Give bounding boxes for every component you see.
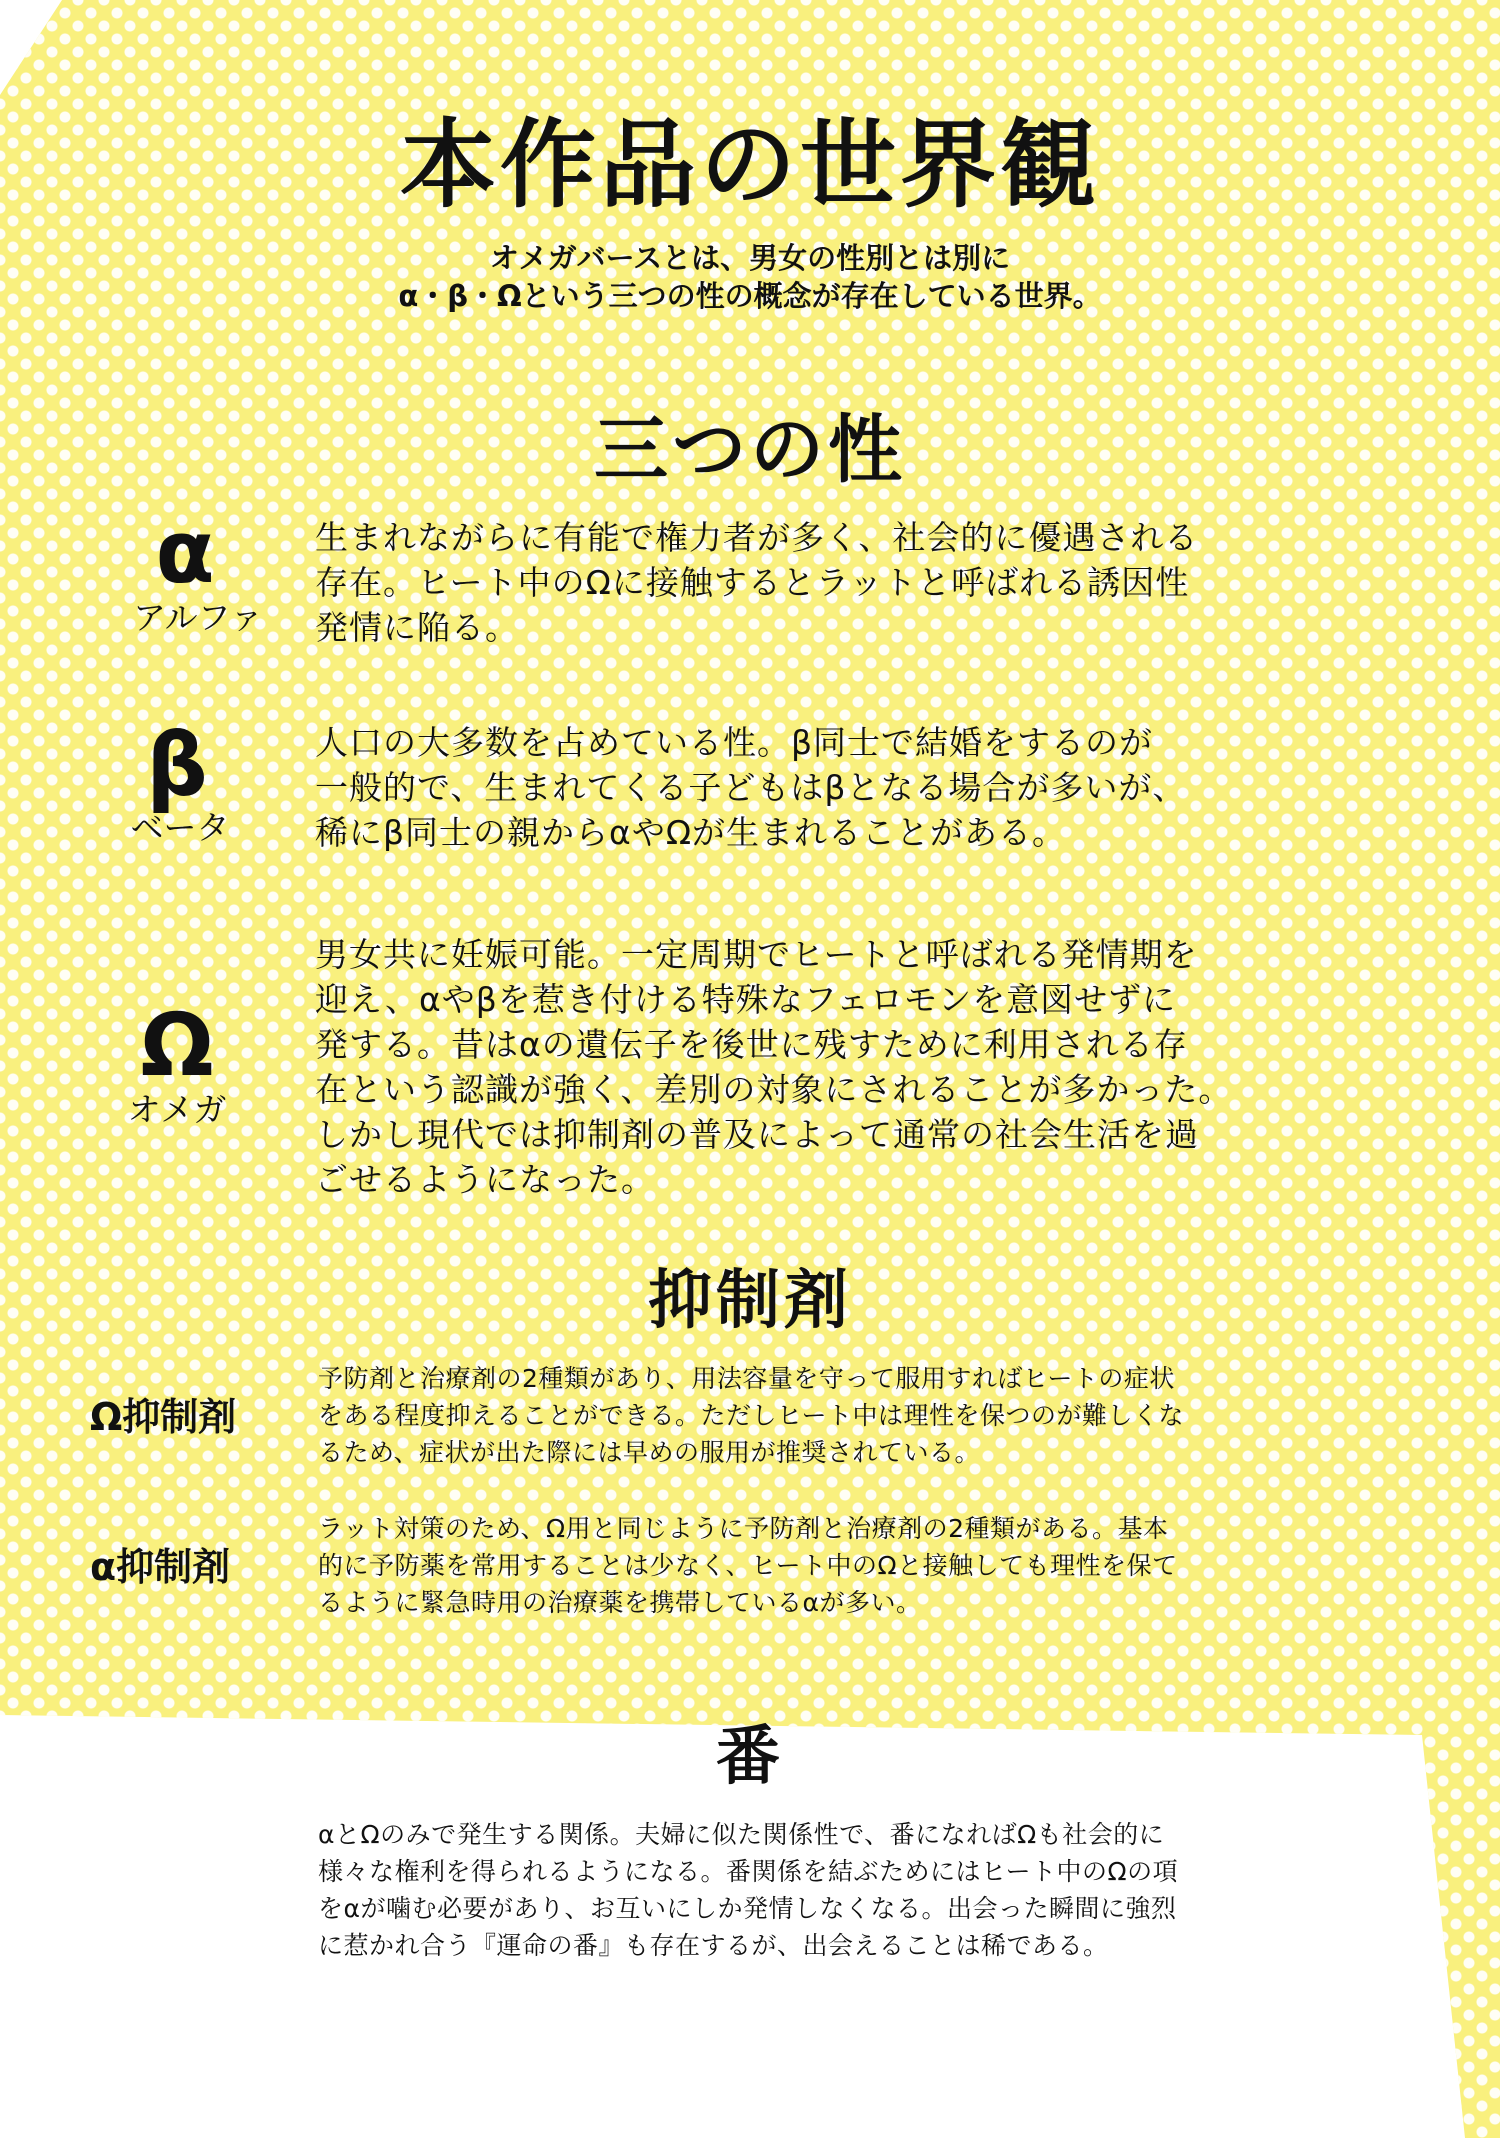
omega-supp-line: をある程度抑えることができる。ただしヒート中は理性を保つのが難しくな (318, 1401, 1185, 1430)
omega-reading: オメガ (127, 1090, 227, 1129)
alpha-desc-line: 生まれながらに有能で権力者が多く、社会的に優遇される (315, 518, 1199, 557)
alpha-suppressant-description (318, 1510, 1178, 1621)
bond-line: αとΩのみで発生する関係。夫婦に似た関係性で、番になればΩも社会的に (318, 1820, 1165, 1849)
page-title: 本作品の世界観 (400, 109, 1100, 221)
alpha-supp-line: 的に予防薬を常用することは少なく、ヒート中のΩと接触しても理性を保て (318, 1551, 1178, 1580)
omega-desc-line: 発する。昔はαの遺伝子を後世に残すために利用される存 (315, 1025, 1188, 1064)
alpha-description (315, 515, 1198, 650)
beta-desc-line: 人口の大多数を占めている性。β同士で結婚をするのが (315, 723, 1154, 762)
beta-description (315, 720, 1186, 855)
alpha-supp-line: るように緊急時用の治療薬を携帯しているαが多い。 (318, 1588, 922, 1617)
alpha-symbol: α (155, 503, 215, 603)
alpha-desc-line: 存在。ヒート中のΩに接触するとラットと呼ばれる誘因性 (315, 563, 1190, 602)
omega-suppressant-label: Ω抑制剤 (90, 1395, 237, 1439)
beta-reading: ベータ (130, 808, 230, 847)
beta-desc-line: 稀にβ同士の親からαやΩが生まれることがある。 (315, 813, 1067, 852)
alpha-desc-line: 発情に陥る。 (315, 608, 519, 647)
intro-line-2: α・β・Ωという三つの性の概念が存在している世界。 (398, 279, 1102, 313)
omega-desc-line: ごせるようになった。 (315, 1160, 655, 1199)
alpha-suppressant-label: α抑制剤 (90, 1545, 231, 1589)
omega-supp-line: るため、症状が出た際には早めの服用が推奨されている。 (318, 1438, 981, 1467)
bond-description (318, 1816, 1178, 1964)
section-heading-three-genders: 三つの性 (594, 407, 906, 493)
beta-desc-line: 一般的で、生まれてくる子どもはβとなる場合が多いが、 (315, 768, 1187, 807)
section-heading-suppressants: 抑制剤 (648, 1264, 852, 1338)
beta-symbol: β (146, 716, 208, 816)
alpha-supp-line: ラット対策のため、Ω用と同じように予防剤と治療剤の2種類がある。基本 (318, 1514, 1169, 1543)
omega-supp-line: 予防剤と治療剤の2種類があり、用法容量を守って服用すればヒートの症状 (318, 1364, 1175, 1393)
omega-desc-line: 迎え、αやβを惹き付ける特殊なフェロモンを意図せずに (315, 980, 1177, 1019)
bond-line: 様々な権利を得られるようになる。番関係を結ぶためにはヒート中のΩの項 (318, 1857, 1179, 1886)
omega-symbol: Ω (140, 996, 214, 1096)
omega-desc-line: 在という認識が強く、差別の対象にされることが多かった。 (315, 1070, 1233, 1109)
omega-suppressant-description (318, 1360, 1184, 1471)
omega-description (315, 932, 1232, 1202)
omega-desc-line: しかし現代では抑制剤の普及によって通常の社会生活を過 (315, 1115, 1199, 1154)
intro-line-1: オメガバースとは、男女の性別とは別に (489, 241, 1011, 275)
omega-desc-line: 男女共に妊娠可能。一定周期でヒートと呼ばれる発情期を (315, 935, 1198, 974)
section-heading-bond: 番 (716, 1720, 784, 1794)
bond-line: をαが噛む必要があり、お互いにしか発情しなくなる。出会った瞬間に強烈 (318, 1894, 1177, 1923)
alpha-reading: アルファ (132, 598, 264, 637)
bond-line: に惹かれ合う『運命の番』も存在するが、出会えることは稀である。 (318, 1931, 1109, 1960)
